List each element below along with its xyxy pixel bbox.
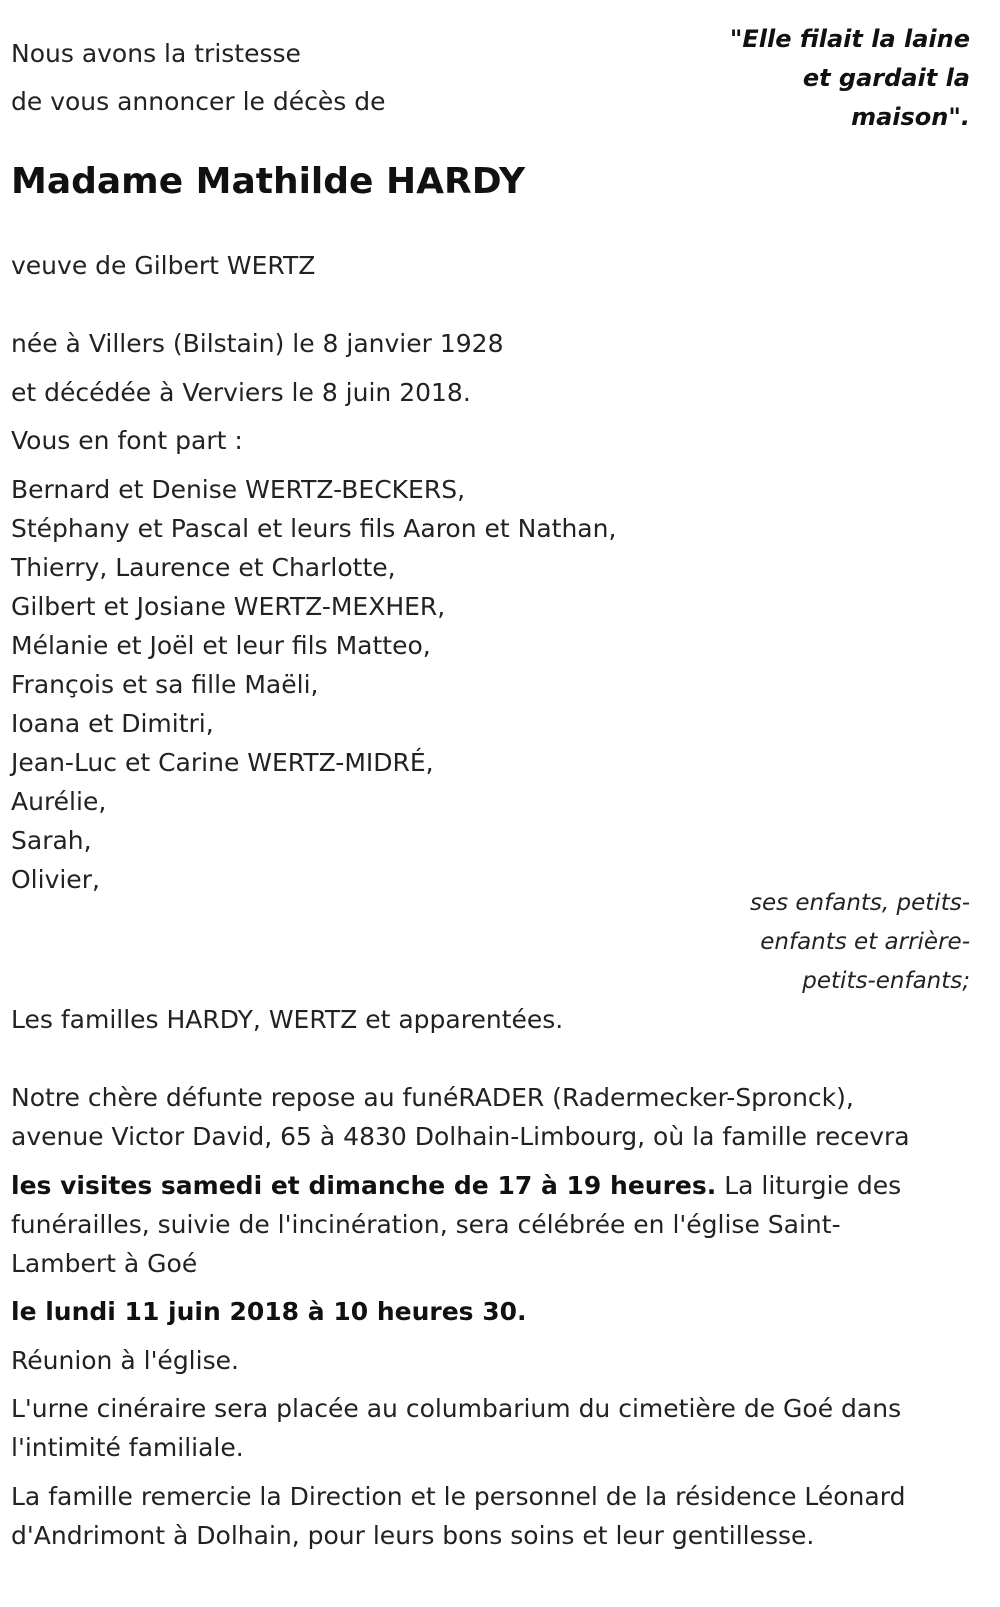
family-member: Aurélie, (11, 787, 107, 816)
family-member: Jean-Luc et Carine WERTZ-MIDRÉ, (11, 748, 434, 777)
rest-line-2: avenue Victor David, 65 à 4830 Dolhain-Limbourg, où la famille recevra (11, 1122, 910, 1151)
family-member: Olivier, (11, 865, 100, 894)
family-member: Stéphany et Pascal et leurs fils Aaron et Nathan, (11, 514, 617, 543)
urn-line-2: l'intimité familiale. (11, 1433, 244, 1462)
spouse-line: veuve de Gilbert WERTZ (11, 251, 316, 280)
quote-line-1: "Elle filait la laine (729, 25, 970, 53)
meeting-line: Réunion à l'église. (11, 1346, 239, 1375)
relation-line-2: enfants et arrière- (760, 929, 970, 955)
family-member: Thierry, Laurence et Charlotte, (11, 553, 396, 582)
relation-line-3: petits-enfants; (802, 968, 970, 994)
family-member: Sarah, (11, 826, 92, 855)
rest-line-1: Notre chère défunte repose au funéRADER (Radermecker-Spronck), (11, 1083, 854, 1112)
visits-hours: les visites samedi et dimanche de 17 à 19 heures. (11, 1171, 717, 1200)
urn-paragraph (11, 1389, 971, 1467)
visits-paragraph (11, 1166, 971, 1283)
epitaph-quote (670, 20, 970, 137)
visits-line-2: funérailles, suivie de l'incinération, sera célébrée en l'église Saint- (11, 1210, 841, 1239)
family-member: Mélanie et Joël et leur fils Matteo, (11, 631, 431, 660)
family-member: Gilbert et Josiane WERTZ-MEXHER, (11, 592, 446, 621)
thanks-line-1: La famille remercie la Direction et le personnel de la résidence Léonard (11, 1482, 906, 1511)
family-member: Ioana et Dimitri, (11, 709, 214, 738)
intro-line-2: de vous annoncer le décès de (11, 87, 386, 116)
death-line: et décédée à Verviers le 8 juin 2018. (11, 378, 471, 407)
deceased-name: Madame Mathilde HARDY (11, 161, 526, 202)
relation-line-1: ses enfants, petits- (749, 890, 970, 916)
family-list (11, 470, 616, 899)
urn-line-1: L'urne cinéraire sera placée au columbarium du cimetière de Goé dans (11, 1394, 902, 1423)
quote-line-2: et gardait la (802, 64, 970, 92)
thanks-paragraph (11, 1477, 971, 1555)
visits-after: La liturgie des (716, 1171, 902, 1200)
birth-line: née à Villers (Bilstain) le 8 janvier 1928 (11, 329, 504, 358)
thanks-line-2: d'Andrimont à Dolhain, pour leurs bons soins et leur gentillesse. (11, 1521, 815, 1550)
quote-line-3: maison". (851, 103, 970, 131)
funeral-date-text: le lundi 11 juin 2018 à 10 heures 30. (11, 1297, 527, 1326)
intro-line-1: Nous avons la tristesse (11, 39, 301, 68)
family-relation (670, 884, 970, 1001)
families-line: Les familles HARDY, WERTZ et apparentées. (11, 1005, 564, 1034)
announce-line: Vous en font part : (11, 426, 243, 455)
family-member: Bernard et Denise WERTZ-BECKERS, (11, 475, 466, 504)
family-member: François et sa fille Maëli, (11, 670, 319, 699)
rest-paragraph (11, 1078, 971, 1156)
visits-line-3: Lambert à Goé (11, 1249, 198, 1278)
funeral-date (11, 1292, 527, 1331)
